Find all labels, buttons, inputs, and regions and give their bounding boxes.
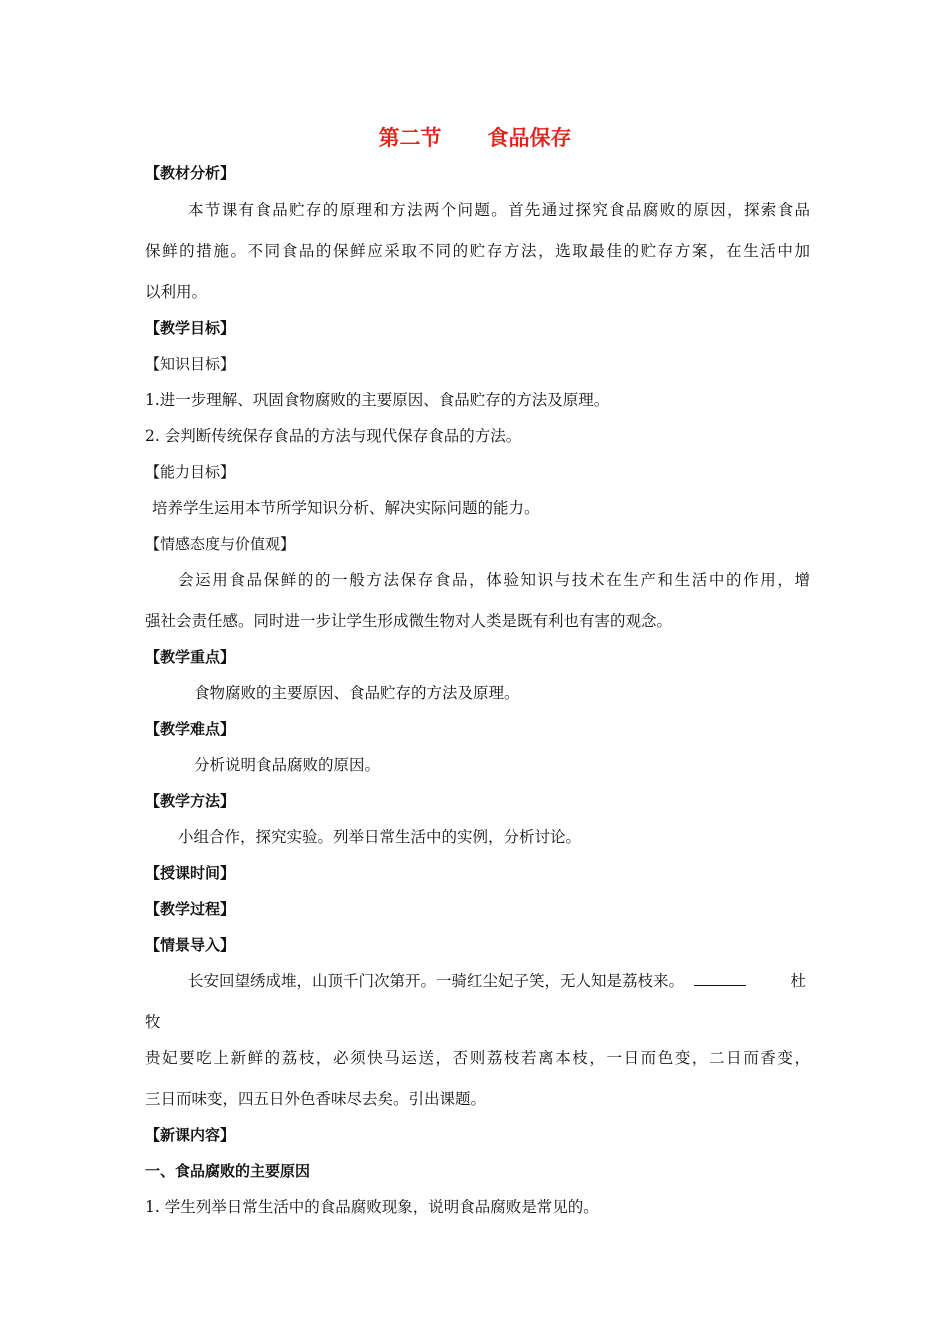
list-item: 2. 会判断传统保存食品的方法与现代保存食品的方法。 [145, 427, 522, 445]
page-title [0, 122, 950, 152]
heading-emotion-values: 【情感态度与价值观】 [145, 535, 296, 553]
title-topic: 食品保存 [487, 126, 572, 150]
heading-lesson-time: 【授课时间】 [145, 864, 236, 882]
title-section-number: 第二节 [378, 126, 442, 150]
heading-difficult-points: 【教学难点】 [145, 720, 236, 738]
paragraph-line: 强社会责任感。同时进一步让学生形成微生物对人类是既有利也有害的观念。 [145, 612, 673, 630]
list-item: 1.进一步理解、巩固食物腐败的主要原因、食品贮存的方法及原理。 [145, 391, 610, 409]
poem-author-part: 杜 [790, 972, 806, 990]
fill-blank [694, 971, 746, 986]
poem-author-continued: 牧 [145, 1013, 161, 1031]
heading-new-content: 【新课内容】 [145, 1126, 236, 1144]
heading-teaching-process: 【教学过程】 [145, 900, 236, 918]
heading-textbook-analysis: 【教材分析】 [145, 164, 236, 182]
paragraph-line: 以利用。 [145, 283, 208, 301]
heading-knowledge-goals: 【知识目标】 [145, 355, 236, 373]
paragraph-line: 小组合作，探究实验。列举日常生活中的实例，分析讨论。 [178, 828, 582, 846]
heading-ability-goals: 【能力目标】 [145, 463, 236, 481]
paragraph-line: 培养学生运用本节所学知识分析、解决实际问题的能力。 [152, 499, 540, 517]
paragraph-line: 三日而味变，四五日外色香味尽去矣。引出课题。 [145, 1090, 487, 1108]
paragraph-line: 保鲜的措施。不同食品的保鲜应采取不同的贮存方法，选取最佳的贮存方案，在生活中加 [145, 242, 810, 260]
paragraph-line: 食物腐败的主要原因、食品贮存的方法及原理。 [194, 684, 520, 702]
paragraph-line: 贵妃要吃上新鲜的荔枝，必须快马运送，否则荔枝若离本枝，一日而色变，二日而香变， [145, 1049, 810, 1067]
poem-text: 长安回望绣成堆，山顶千门次第开。一骑红尘妃子笑，无人知是荔枝来。 [188, 972, 685, 990]
paragraph-line: 会运用食品保鲜的的一般方法保存食品，体验知识与技术在生产和生活中的作用，增 [178, 571, 810, 589]
poem-line [188, 970, 810, 992]
paragraph-line: 本节课有食品贮存的原理和方法两个问题。首先通过探究食品腐败的原因，探索食品 [188, 201, 810, 219]
paragraph-line: 分析说明食品腐败的原因。 [194, 756, 381, 774]
heading-scene-intro: 【情景导入】 [145, 936, 236, 954]
heading-key-points: 【教学重点】 [145, 648, 236, 666]
subheading-food-spoilage-causes: 一、食品腐败的主要原因 [145, 1162, 311, 1180]
heading-teaching-methods: 【教学方法】 [145, 792, 236, 810]
heading-teaching-goals: 【教学目标】 [145, 319, 236, 337]
list-item: 1. 学生列举日常生活中的食品腐败现象，说明食品腐败是常见的。 [145, 1198, 599, 1216]
